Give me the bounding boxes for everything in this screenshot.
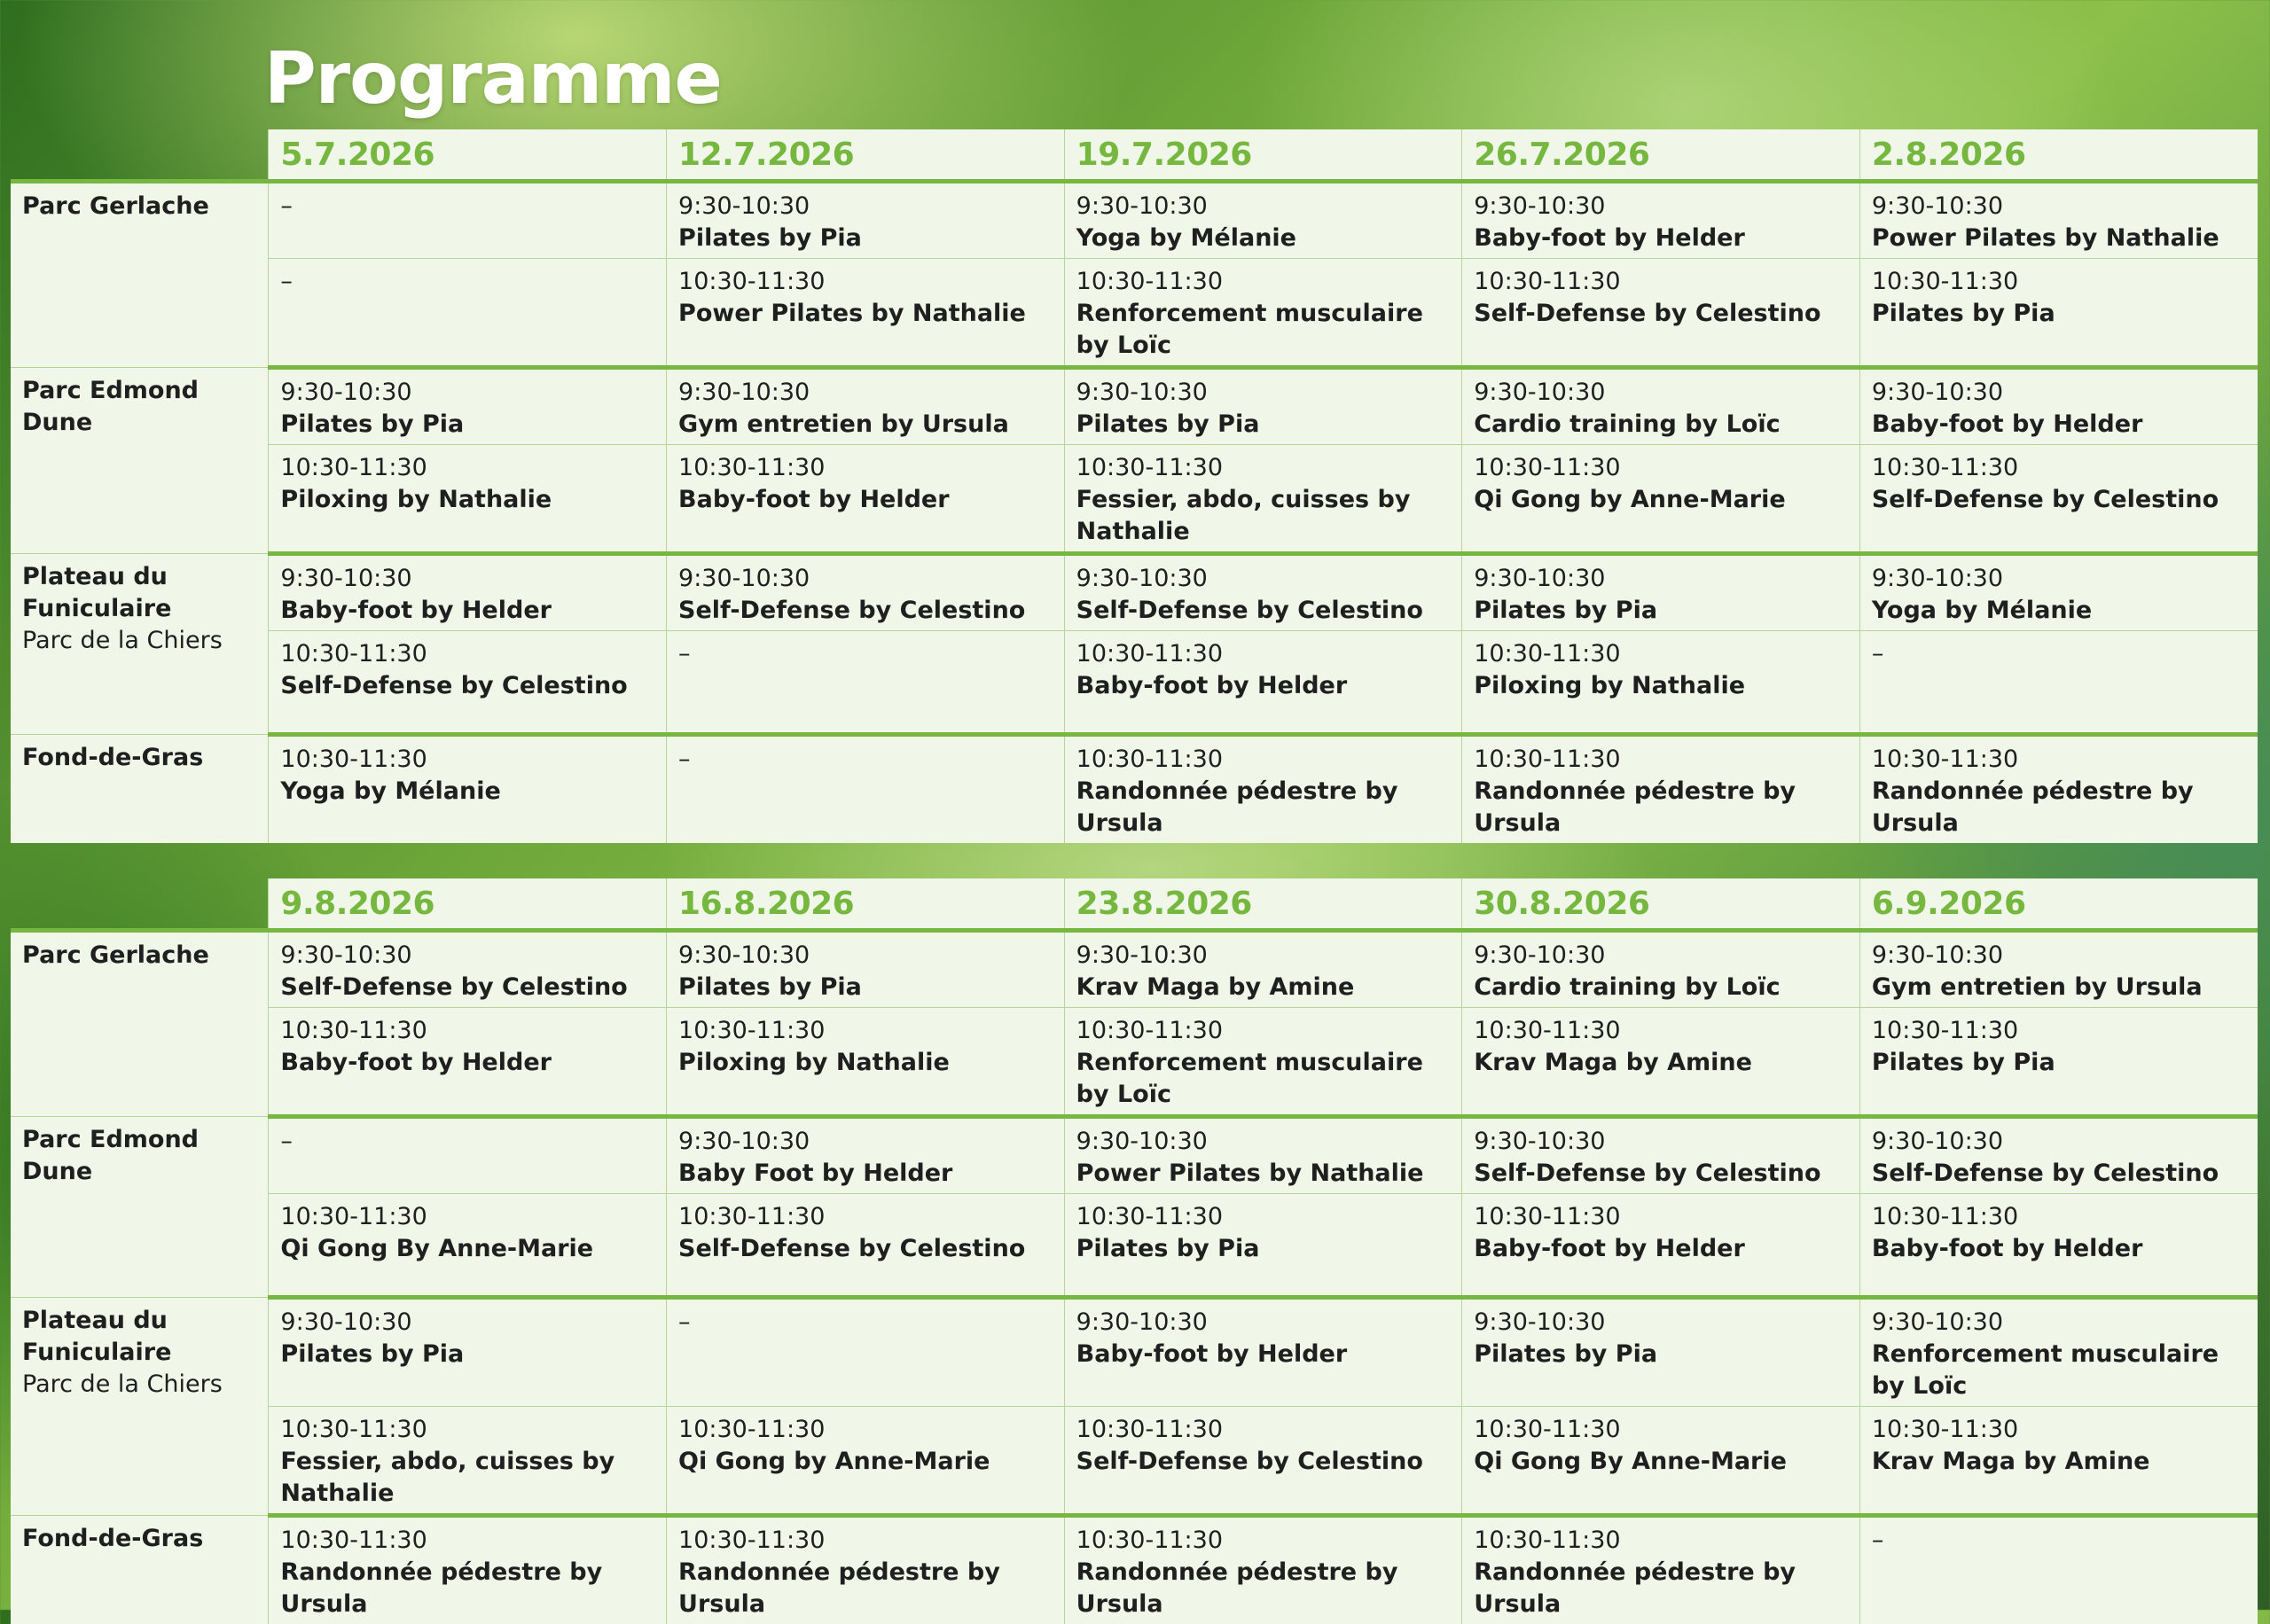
session-activity: Baby-foot by Helder xyxy=(678,484,1053,516)
date-header-row xyxy=(11,129,2258,182)
session-time: 9:30-10:30 xyxy=(280,1307,655,1339)
session-time: 10:30-11:30 xyxy=(1872,1015,2247,1047)
session-activity: Pilates by Pia xyxy=(1872,298,2247,330)
session-activity: Self-Defense by Celestino xyxy=(1076,1446,1452,1478)
session-time: 10:30-11:30 xyxy=(1474,1201,1849,1233)
session-activity: Pilates by Pia xyxy=(1474,595,1849,627)
table-row xyxy=(11,931,2258,1008)
location-cell xyxy=(11,368,269,554)
date-header: 6.9.2026 xyxy=(1859,878,2258,931)
session-cell xyxy=(667,554,1065,631)
session-time: 10:30-11:30 xyxy=(1872,452,2247,484)
table-row xyxy=(11,1008,2258,1117)
session-cell xyxy=(269,368,667,445)
session-time: 10:30-11:30 xyxy=(1474,452,1849,484)
session-time: 10:30-11:30 xyxy=(280,1525,655,1557)
session-activity: Self-Defense by Celestino xyxy=(678,1233,1053,1265)
location-name: Fond-de-Gras xyxy=(22,742,257,774)
session-activity: Randonnée pédestre by Ursula xyxy=(678,1557,1053,1620)
table-row xyxy=(11,631,2258,735)
session-time: 10:30-11:30 xyxy=(1076,638,1452,670)
session-time: 10:30-11:30 xyxy=(1076,1414,1452,1446)
session-cell xyxy=(1064,1298,1462,1407)
table-row xyxy=(11,1516,2258,1624)
session-cell xyxy=(667,182,1065,259)
session-cell xyxy=(1462,631,1860,735)
date-header: 2.8.2026 xyxy=(1859,129,2258,182)
session-activity: Self-Defense by Celestino xyxy=(1872,1158,2247,1190)
session-time: 10:30-11:30 xyxy=(1872,1414,2247,1446)
session-time: 10:30-11:30 xyxy=(280,1015,655,1047)
session-cell xyxy=(269,259,667,368)
session-activity: Krav Maga by Amine xyxy=(1076,972,1452,1003)
session-activity: Pilates by Pia xyxy=(280,409,655,441)
session-time: 10:30-11:30 xyxy=(678,266,1053,298)
session-cell xyxy=(667,1117,1065,1194)
session-time: 9:30-10:30 xyxy=(1474,940,1849,972)
table-row xyxy=(11,1194,2258,1298)
location-cell xyxy=(11,1298,269,1516)
session-cell xyxy=(269,1516,667,1624)
session-cell xyxy=(1064,931,1462,1008)
session-activity: Baby-foot by Helder xyxy=(1076,670,1452,702)
session-cell xyxy=(667,631,1065,735)
session-time: 9:30-10:30 xyxy=(1872,1307,2247,1339)
session-time: 10:30-11:30 xyxy=(1076,1201,1452,1233)
session-time: 9:30-10:30 xyxy=(1076,191,1452,223)
session-activity: Self-Defense by Celestino xyxy=(678,595,1053,627)
session-cell xyxy=(1462,1407,1860,1516)
session-cell xyxy=(1859,1298,2258,1407)
session-activity: Baby Foot by Helder xyxy=(678,1158,1053,1190)
session-cell xyxy=(1859,1008,2258,1117)
session-time: 10:30-11:30 xyxy=(1474,1015,1849,1047)
session-activity: Baby-foot by Helder xyxy=(280,595,655,627)
no-session: – xyxy=(1872,638,2247,670)
session-cell xyxy=(1462,1117,1860,1194)
session-cell xyxy=(1462,1008,1860,1117)
session-time: 10:30-11:30 xyxy=(678,452,1053,484)
session-cell xyxy=(1859,554,2258,631)
location-cell xyxy=(11,931,269,1117)
session-time: 9:30-10:30 xyxy=(1872,563,2247,595)
no-session: – xyxy=(280,1126,655,1158)
session-cell xyxy=(1859,1516,2258,1624)
session-activity: Self-Defense by Celestino xyxy=(1474,1158,1849,1190)
session-cell xyxy=(1462,735,1860,844)
session-activity: Qi Gong by Anne-Marie xyxy=(1474,484,1849,516)
no-session: – xyxy=(678,1307,1053,1339)
session-activity: Cardio training by Loïc xyxy=(1474,972,1849,1003)
session-cell xyxy=(1859,1194,2258,1298)
session-activity: Piloxing by Nathalie xyxy=(280,484,655,516)
session-time: 10:30-11:30 xyxy=(1076,1525,1452,1557)
session-time: 9:30-10:30 xyxy=(1872,191,2247,223)
session-cell xyxy=(269,1407,667,1516)
session-cell xyxy=(1462,259,1860,368)
location-name: Parc Edmond Dune xyxy=(22,375,257,439)
session-cell xyxy=(1462,1194,1860,1298)
location-name: Fond-de-Gras xyxy=(22,1523,257,1555)
session-time: 10:30-11:30 xyxy=(1474,1414,1849,1446)
location-cell xyxy=(11,182,269,368)
session-time: 9:30-10:30 xyxy=(1076,940,1452,972)
session-cell xyxy=(1064,445,1462,554)
location-group xyxy=(11,1298,2258,1516)
session-cell xyxy=(1859,368,2258,445)
session-activity: Randonnée pédestre by Ursula xyxy=(1872,776,2247,839)
session-cell xyxy=(667,735,1065,844)
date-header: 16.8.2026 xyxy=(667,878,1065,931)
session-time: 10:30-11:30 xyxy=(1474,638,1849,670)
session-time: 10:30-11:30 xyxy=(280,452,655,484)
session-cell xyxy=(1462,931,1860,1008)
session-activity: Fessier, abdo, cuisses by Nathalie xyxy=(280,1446,655,1510)
session-time: 9:30-10:30 xyxy=(1474,191,1849,223)
session-activity: Self-Defense by Celestino xyxy=(1474,298,1849,330)
session-cell xyxy=(269,445,667,554)
session-time: 10:30-11:30 xyxy=(1872,744,2247,776)
page-title: Programme xyxy=(264,37,722,120)
date-header-row xyxy=(11,878,2258,931)
date-header: 12.7.2026 xyxy=(667,129,1065,182)
location-group xyxy=(11,931,2258,1117)
session-activity: Cardio training by Loïc xyxy=(1474,409,1849,441)
session-activity: Krav Maga by Amine xyxy=(1474,1047,1849,1079)
session-cell xyxy=(1064,259,1462,368)
session-cell xyxy=(1064,1516,1462,1624)
table-row xyxy=(11,1117,2258,1194)
location-group xyxy=(11,1117,2258,1298)
session-time: 9:30-10:30 xyxy=(678,377,1053,409)
location-name: Parc Edmond Dune xyxy=(22,1124,257,1188)
session-activity: Piloxing by Nathalie xyxy=(678,1047,1053,1079)
no-session: – xyxy=(678,744,1053,776)
session-time: 10:30-11:30 xyxy=(280,1414,655,1446)
session-activity: Self-Defense by Celestino xyxy=(1076,595,1452,627)
session-activity: Qi Gong By Anne-Marie xyxy=(280,1233,655,1265)
session-time: 9:30-10:30 xyxy=(1474,1307,1849,1339)
session-activity: Fessier, abdo, cuisses by Nathalie xyxy=(1076,484,1452,548)
location-subtitle: Parc de la Chiers xyxy=(22,625,257,657)
location-subtitle: Parc de la Chiers xyxy=(22,1369,257,1401)
date-header: 9.8.2026 xyxy=(269,878,667,931)
session-activity: Piloxing by Nathalie xyxy=(1474,670,1849,702)
session-time: 9:30-10:30 xyxy=(280,940,655,972)
session-cell xyxy=(667,445,1065,554)
session-time: 9:30-10:30 xyxy=(1872,1126,2247,1158)
session-activity: Randonnée pédestre by Ursula xyxy=(1076,776,1452,839)
date-header: 23.8.2026 xyxy=(1064,878,1462,931)
session-cell xyxy=(1462,445,1860,554)
location-name: Parc Gerlache xyxy=(22,940,257,972)
session-cell xyxy=(1462,182,1860,259)
session-cell xyxy=(1462,1298,1860,1407)
location-group xyxy=(11,1516,2258,1624)
session-cell xyxy=(269,1298,667,1407)
session-activity: Baby-foot by Helder xyxy=(1474,223,1849,254)
session-time: 10:30-11:30 xyxy=(678,1414,1053,1446)
session-cell xyxy=(269,1117,667,1194)
session-time: 10:30-11:30 xyxy=(678,1015,1053,1047)
session-cell xyxy=(1859,631,2258,735)
session-cell xyxy=(269,1008,667,1117)
session-time: 10:30-11:30 xyxy=(1474,266,1849,298)
session-cell xyxy=(1064,631,1462,735)
no-session: – xyxy=(280,266,655,298)
session-activity: Randonnée pédestre by Ursula xyxy=(1076,1557,1452,1620)
session-time: 9:30-10:30 xyxy=(678,940,1053,972)
session-activity: Pilates by Pia xyxy=(678,223,1053,254)
session-activity: Randonnée pédestre by Ursula xyxy=(280,1557,655,1620)
session-activity: Gym entretien by Ursula xyxy=(678,409,1053,441)
session-time: 9:30-10:30 xyxy=(1076,563,1452,595)
session-time: 9:30-10:30 xyxy=(1872,940,2247,972)
session-cell xyxy=(1462,368,1860,445)
session-time: 9:30-10:30 xyxy=(678,1126,1053,1158)
session-activity: Krav Maga by Amine xyxy=(1872,1446,2247,1478)
session-cell xyxy=(667,1008,1065,1117)
location-cell xyxy=(11,1516,269,1624)
session-cell xyxy=(667,931,1065,1008)
session-time: 9:30-10:30 xyxy=(1474,563,1849,595)
session-cell xyxy=(667,259,1065,368)
session-time: 9:30-10:30 xyxy=(1076,1307,1452,1339)
session-time: 9:30-10:30 xyxy=(1474,1126,1849,1158)
session-activity: Pilates by Pia xyxy=(1076,409,1452,441)
table-row xyxy=(11,445,2258,554)
location-group xyxy=(11,735,2258,844)
session-cell xyxy=(1064,182,1462,259)
header-corner xyxy=(11,129,269,182)
session-activity: Pilates by Pia xyxy=(1474,1339,1849,1370)
session-activity: Power Pilates by Nathalie xyxy=(1872,223,2247,254)
table-row xyxy=(11,182,2258,259)
session-cell xyxy=(269,931,667,1008)
session-cell xyxy=(1859,259,2258,368)
session-cell xyxy=(1859,445,2258,554)
session-cell xyxy=(667,1194,1065,1298)
date-header: 5.7.2026 xyxy=(269,129,667,182)
location-cell xyxy=(11,735,269,844)
session-cell xyxy=(667,1407,1065,1516)
session-time: 10:30-11:30 xyxy=(1076,1015,1452,1047)
session-time: 9:30-10:30 xyxy=(678,563,1053,595)
location-name: Parc Gerlache xyxy=(22,191,257,223)
session-activity: Pilates by Pia xyxy=(1076,1233,1452,1265)
session-cell xyxy=(1064,1194,1462,1298)
session-time: 10:30-11:30 xyxy=(280,744,655,776)
session-activity: Power Pilates by Nathalie xyxy=(678,298,1053,330)
session-activity: Randonnée pédestre by Ursula xyxy=(1474,776,1849,839)
session-time: 9:30-10:30 xyxy=(1076,1126,1452,1158)
session-activity: Power Pilates by Nathalie xyxy=(1076,1158,1452,1190)
session-activity: Self-Defense by Celestino xyxy=(280,670,655,702)
location-cell xyxy=(11,554,269,735)
session-activity: Renforcement musculaire by Loïc xyxy=(1076,298,1452,362)
session-cell xyxy=(1064,1407,1462,1516)
schedule-table-1 xyxy=(11,129,2258,843)
session-activity: Baby-foot by Helder xyxy=(1076,1339,1452,1370)
session-activity: Renforcement musculaire by Loïc xyxy=(1076,1047,1452,1111)
location-cell xyxy=(11,1117,269,1298)
session-cell xyxy=(1462,554,1860,631)
session-cell xyxy=(1064,735,1462,844)
session-activity: Baby-foot by Helder xyxy=(1474,1233,1849,1265)
session-time: 10:30-11:30 xyxy=(280,638,655,670)
session-time: 10:30-11:30 xyxy=(1076,266,1452,298)
session-time: 9:30-10:30 xyxy=(678,191,1053,223)
no-session: – xyxy=(1872,1525,2247,1557)
session-activity: Baby-foot by Helder xyxy=(280,1047,655,1079)
session-time: 10:30-11:30 xyxy=(280,1201,655,1233)
table-row xyxy=(11,1407,2258,1516)
session-time: 9:30-10:30 xyxy=(1474,377,1849,409)
table-row xyxy=(11,1298,2258,1407)
session-time: 10:30-11:30 xyxy=(678,1525,1053,1557)
schedule-grid xyxy=(11,129,2258,843)
session-activity: Gym entretien by Ursula xyxy=(1872,972,2247,1003)
session-activity: Pilates by Pia xyxy=(1872,1047,2247,1079)
session-cell xyxy=(667,368,1065,445)
session-cell xyxy=(1064,368,1462,445)
session-time: 10:30-11:30 xyxy=(1872,266,2247,298)
session-cell xyxy=(1462,1516,1860,1624)
location-name: Plateau du Funiculaire xyxy=(22,561,257,625)
session-activity: Yoga by Mélanie xyxy=(1872,595,2247,627)
session-cell xyxy=(269,554,667,631)
session-cell xyxy=(1859,182,2258,259)
table-row xyxy=(11,735,2258,844)
no-session: – xyxy=(280,191,655,223)
session-activity: Pilates by Pia xyxy=(280,1339,655,1370)
session-cell xyxy=(1859,735,2258,844)
session-activity: Qi Gong By Anne-Marie xyxy=(1474,1446,1849,1478)
session-activity: Pilates by Pia xyxy=(678,972,1053,1003)
date-header: 30.8.2026 xyxy=(1462,878,1860,931)
session-cell xyxy=(1859,1117,2258,1194)
session-time: 9:30-10:30 xyxy=(1076,377,1452,409)
session-activity: Qi Gong by Anne-Marie xyxy=(678,1446,1053,1478)
session-activity: Randonnée pédestre by Ursula xyxy=(1474,1557,1849,1620)
session-activity: Self-Defense by Celestino xyxy=(1872,484,2247,516)
session-time: 10:30-11:30 xyxy=(1872,1201,2247,1233)
session-time: 10:30-11:30 xyxy=(1076,744,1452,776)
no-session: – xyxy=(678,638,1053,670)
session-time: 10:30-11:30 xyxy=(1076,452,1452,484)
table-row xyxy=(11,259,2258,368)
session-cell xyxy=(1859,931,2258,1008)
session-activity: Baby-foot by Helder xyxy=(1872,409,2247,441)
location-group xyxy=(11,554,2258,735)
session-activity: Self-Defense by Celestino xyxy=(280,972,655,1003)
table-row xyxy=(11,554,2258,631)
session-time: 10:30-11:30 xyxy=(1474,744,1849,776)
location-group xyxy=(11,368,2258,554)
session-activity: Yoga by Mélanie xyxy=(1076,223,1452,254)
session-activity: Renforcement musculaire by Loïc xyxy=(1872,1339,2247,1402)
session-cell xyxy=(269,1194,667,1298)
session-cell xyxy=(1064,1008,1462,1117)
session-cell xyxy=(1859,1407,2258,1516)
session-cell xyxy=(667,1298,1065,1407)
date-header: 26.7.2026 xyxy=(1462,129,1860,182)
schedule-grid xyxy=(11,878,2258,1624)
date-header: 19.7.2026 xyxy=(1064,129,1462,182)
location-name: Plateau du Funiculaire xyxy=(22,1305,257,1369)
location-group xyxy=(11,182,2258,368)
session-cell xyxy=(269,182,667,259)
table-row xyxy=(11,368,2258,445)
session-activity: Baby-foot by Helder xyxy=(1872,1233,2247,1265)
session-time: 10:30-11:30 xyxy=(1474,1525,1849,1557)
session-cell xyxy=(1064,1117,1462,1194)
schedule-table-2 xyxy=(11,878,2258,1624)
session-cell xyxy=(269,631,667,735)
session-time: 9:30-10:30 xyxy=(1872,377,2247,409)
session-activity: Yoga by Mélanie xyxy=(280,776,655,808)
session-time: 9:30-10:30 xyxy=(280,563,655,595)
session-cell xyxy=(1064,554,1462,631)
header-corner xyxy=(11,878,269,931)
session-cell xyxy=(667,1516,1065,1624)
session-cell xyxy=(269,735,667,844)
session-time: 9:30-10:30 xyxy=(280,377,655,409)
session-time: 10:30-11:30 xyxy=(678,1201,1053,1233)
